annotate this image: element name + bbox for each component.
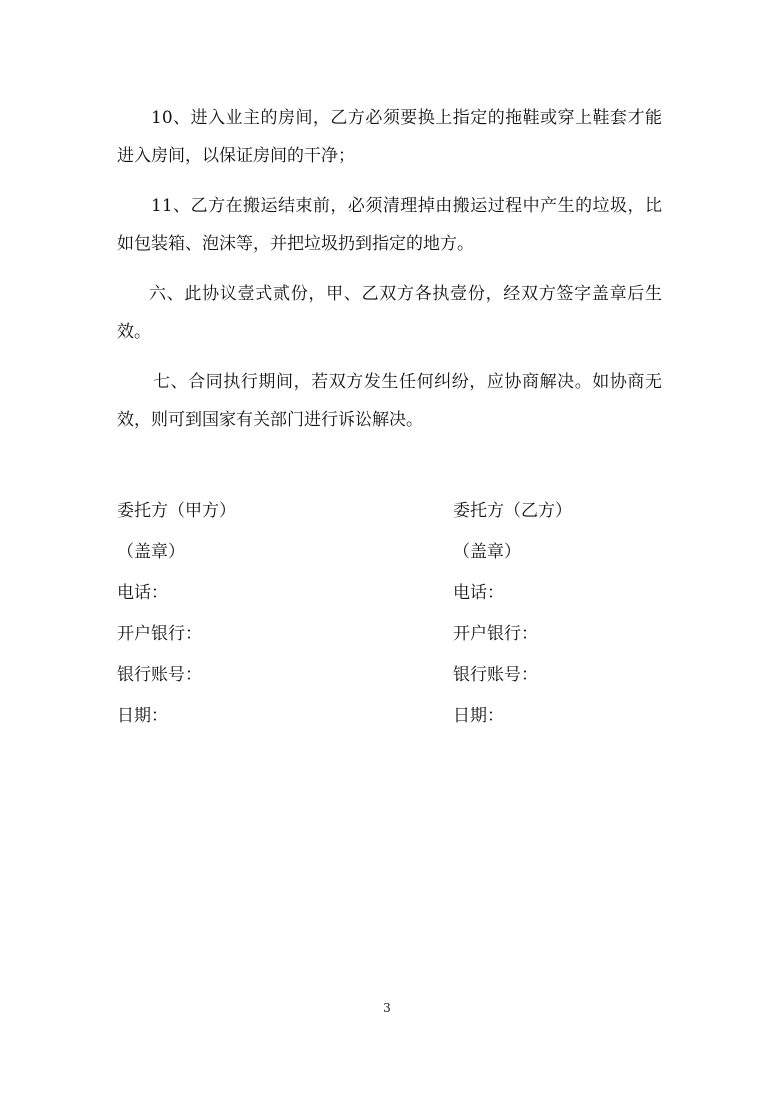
party-a-phone: 电话： — [117, 583, 168, 603]
party-a-title: 委托方（甲方） — [117, 501, 236, 521]
clause-six: 六、此协议壹式贰份，甲、乙双方各执壹份，经双方签字盖章后生效。 — [117, 284, 662, 342]
party-b-account: 银行账号： — [453, 665, 538, 685]
party-a-signature-block — [117, 491, 377, 737]
party-a-bank: 开户银行： — [117, 624, 202, 644]
party-b-bank: 开户银行： — [453, 624, 538, 644]
party-a-account: 银行账号： — [117, 665, 202, 685]
party-b-signature-block — [453, 491, 713, 737]
party-b-title: 委托方（乙方） — [453, 501, 572, 521]
party-b-date: 日期： — [453, 706, 504, 726]
clause-10: 10、进入业主的房间，乙方必须要换上指定的拖鞋或穿上鞋套才能进入房间，以保证房间的干净； — [117, 108, 662, 166]
party-a-seal: （盖章） — [117, 542, 185, 562]
party-a-date: 日期： — [117, 706, 168, 726]
page-number: 3 — [383, 1001, 391, 1015]
contract-clauses — [117, 99, 662, 451]
party-b-seal: （盖章） — [453, 542, 521, 562]
clause-seven: 七、合同执行期间，若双方发生任何纠纷，应协商解决。如协商无效，则可到国家有关部门进行诉讼解决。 — [117, 372, 662, 430]
clause-11: 11、乙方在搬运结束前，必须清理掉由搬运过程中产生的垃圾，比如包装箱、泡沫等，并把垃圾扔到指定的地方。 — [117, 196, 662, 254]
party-b-phone: 电话： — [453, 583, 504, 603]
